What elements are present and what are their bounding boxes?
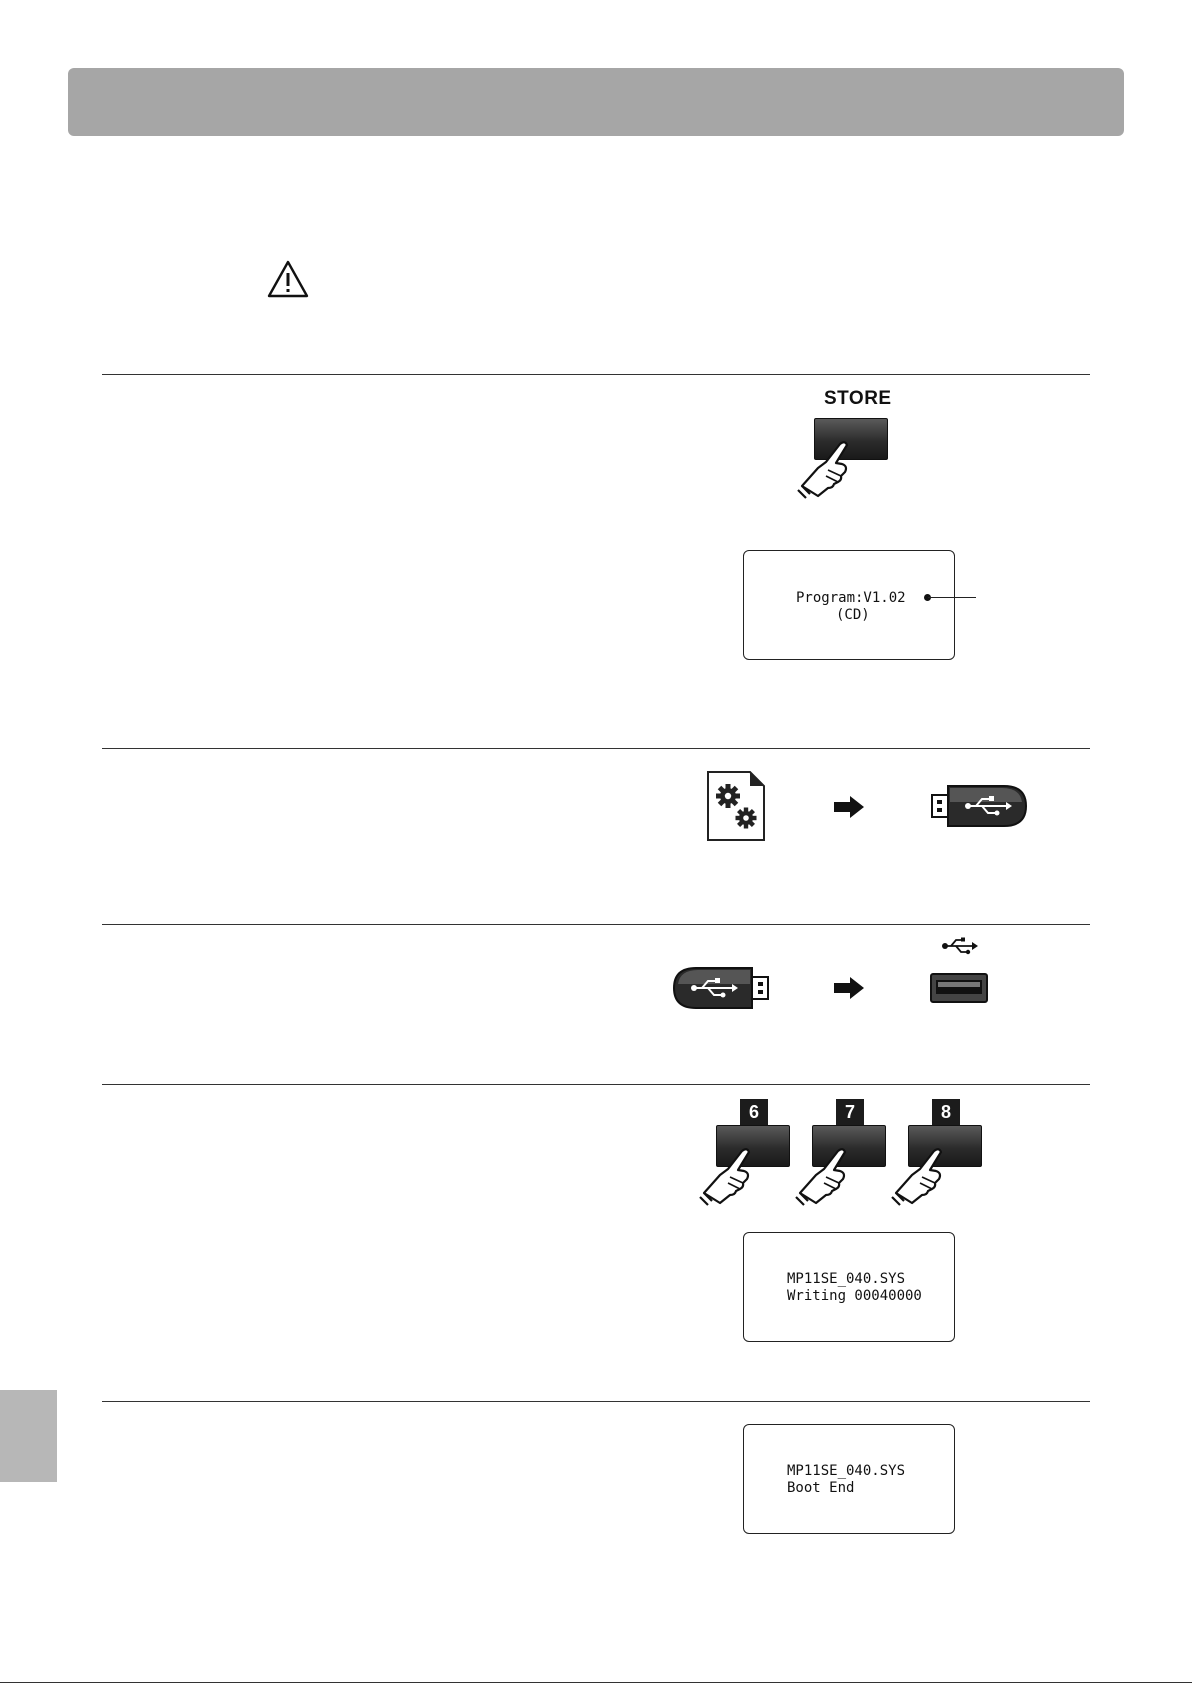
pointing-hand-icon [796, 436, 860, 502]
lcd-display-version [743, 550, 955, 660]
usb-stick-icon [670, 964, 770, 1012]
right-arrow-icon [834, 796, 864, 818]
lcd-line-cd: (CD) [836, 607, 870, 623]
store-label: STORE [824, 388, 892, 409]
key-number-7: 7 [836, 1099, 864, 1125]
lcd-line-filename: MP11SE_040.SYS [787, 1463, 906, 1479]
step-divider-5 [102, 1401, 1090, 1402]
chapter-side-tab [0, 1390, 57, 1482]
section-header-bar [68, 68, 1124, 136]
right-arrow-icon [834, 977, 864, 999]
key-number-6: 6 [740, 1099, 768, 1125]
usb-port-icon[interactable] [930, 973, 988, 1003]
warning-triangle-icon [266, 259, 310, 299]
lcd-line-filename: MP11SE_040.SYS [787, 1271, 906, 1287]
step-divider-2 [102, 748, 1090, 749]
lcd-line-program: Program:V1.02 [796, 590, 906, 606]
step-divider-3 [102, 924, 1090, 925]
usb-symbol-icon [941, 937, 979, 955]
pointing-hand-icon [890, 1143, 954, 1209]
key-number-8: 8 [932, 1099, 960, 1125]
pointing-hand-icon [794, 1143, 858, 1209]
lcd-display-boot-end [743, 1424, 955, 1534]
settings-file-icon [706, 770, 768, 842]
usb-stick-icon [930, 782, 1030, 830]
step-divider-4 [102, 1084, 1090, 1085]
page-bottom-rule [0, 1682, 1192, 1683]
step-divider-1 [102, 374, 1090, 375]
lcd-line-boot-end: Boot End [787, 1480, 855, 1496]
lcd-display-writing [743, 1232, 955, 1342]
pointing-hand-icon [698, 1143, 762, 1209]
lcd-line-writing: Writing 00040000 [787, 1288, 922, 1304]
callout-leader-line [928, 597, 976, 598]
